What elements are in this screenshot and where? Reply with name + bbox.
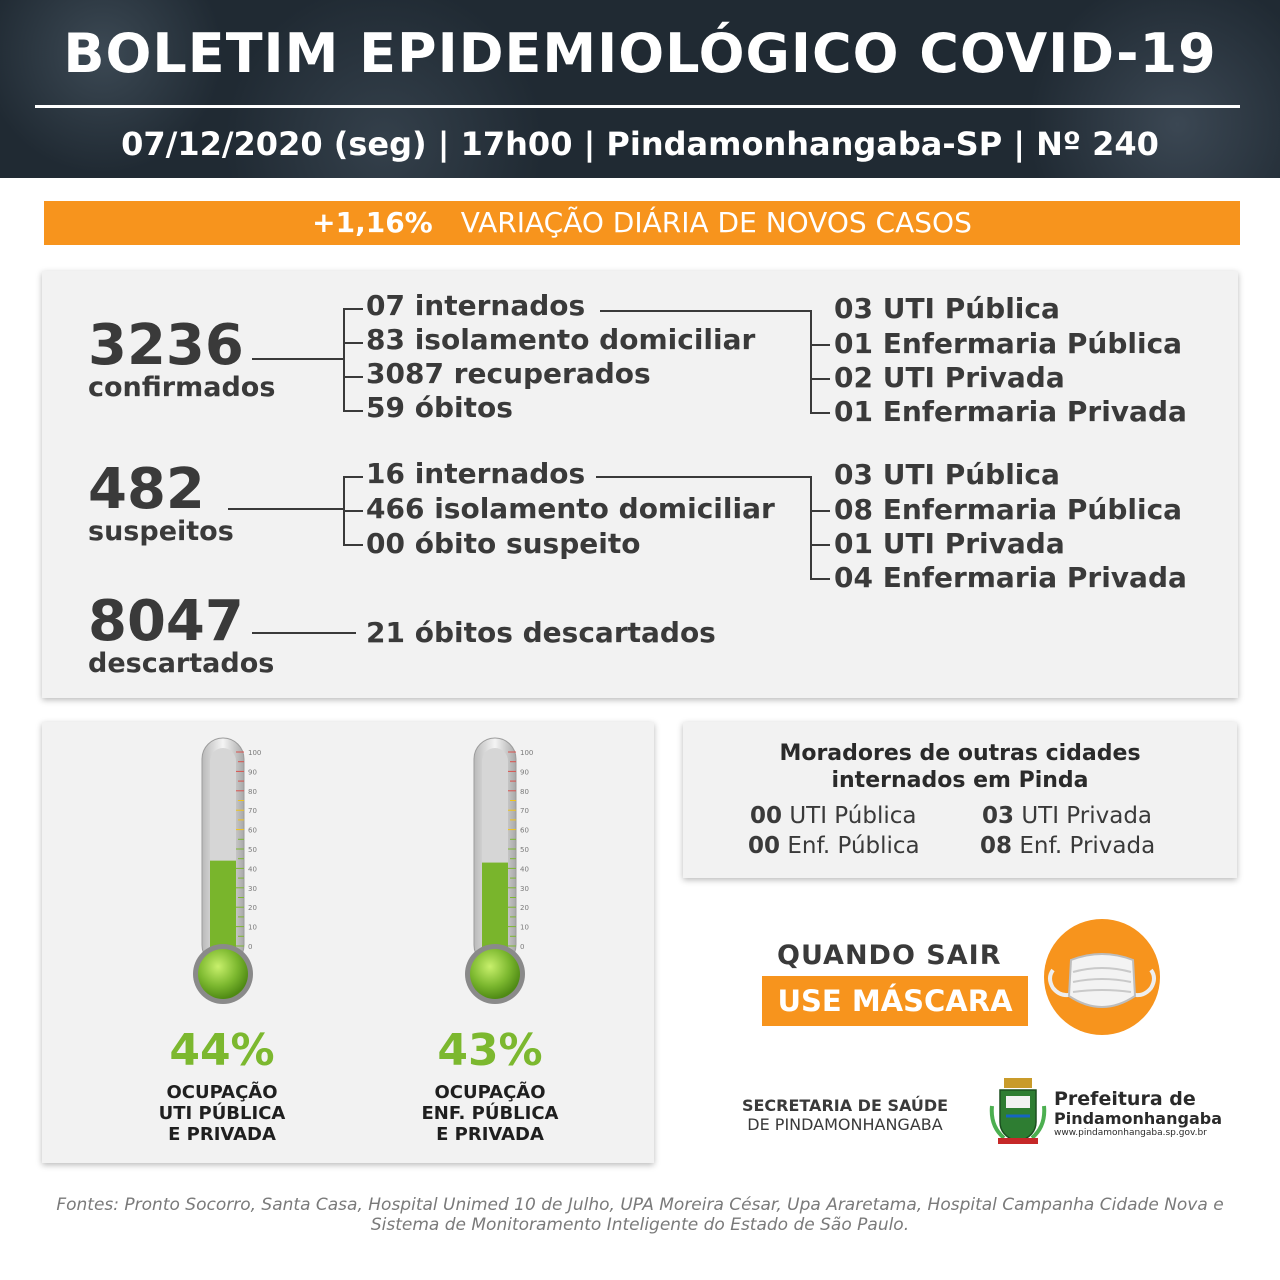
residents-count: 00 [748,833,781,859]
suspect-breakdown-item: 01 UTI Privada [834,527,1065,560]
sources-note: Fontes: Pronto Socorro, Santa Casa, Hospital Unimed 10 de Julho, UPA Moreira César, Upa Araretama, Hospital Campanha Cidade Nova e Sistema de Monitoramento Inteligente do Estado de São Paulo. [56,1195,1224,1235]
occupancy-label-line: ENF. PÚBLICA [421,1103,559,1124]
scale-label: 70 [248,807,257,816]
scale-label: 50 [248,846,257,854]
use-mask-badge: USE MÁSCARA [762,976,1028,1026]
suspect-item: 00 óbito suspeito [366,527,641,560]
residents-label: Enf. Privada [1019,833,1156,859]
confirmed-label: confirmados [88,372,276,403]
scale-label: 20 [248,904,257,913]
bracket-tick [343,410,363,412]
bracket-tick [343,544,363,546]
residents-item [982,803,1152,829]
enf-thermometer [452,734,572,1014]
confirmed-item: 59 óbitos [366,391,513,424]
scale-label: 40 [248,865,257,874]
bracket-joint [336,358,343,360]
scale-label: 0 [248,943,253,951]
bracket-tick [343,308,363,310]
residents-label: Enf. Pública [787,833,920,859]
bracket-tick [343,476,363,478]
prefeitura-name [1054,1089,1222,1129]
daily-variation-label: VARIAÇÃO DIÁRIA DE NOVOS CASOS [460,206,972,239]
confirmed-item: 83 isolamento domiciliar [366,323,756,356]
residents-item [748,833,920,859]
residents-count: 03 [982,803,1015,829]
bracket-tick [810,544,830,546]
bracket-tick [343,510,363,512]
discarded-item: 21 óbitos descartados [366,616,716,649]
scale-label: 90 [248,768,257,777]
residents-title-line: Moradores de outras cidades [779,741,1141,766]
connector-line [228,508,336,510]
bracket-tick [810,412,830,414]
prefeitura-line: Prefeitura de [1054,1088,1196,1110]
suspect-breakdown-item: 03 UTI Pública [834,458,1060,491]
bracket-tick [343,342,363,344]
face-mask-icon [1043,918,1161,1036]
secretariat-line: SECRETARIA DE SAÚDE [741,1096,949,1115]
residents-label: UTI Pública [789,803,917,829]
residents-title-line: internados em Pinda [831,768,1089,793]
when-leaving-text: QUANDO SAIR [777,940,1002,971]
suspect-breakdown-item: 08 Enfermaria Pública [834,493,1183,526]
residents-item [750,803,916,829]
bracket-line [810,476,812,580]
confirmed-breakdown-item: 01 Enfermaria Privada [834,395,1187,428]
suspect-item: 16 internados [366,457,586,490]
page-subtitle: 07/12/2020 (seg) | 17h00 | Pindamonhangaba-SP | Nº 240 [121,125,1159,163]
connector-line [252,632,356,634]
enf-occupancy-percent: 43% [437,1025,543,1076]
prefeitura-line: Pindamonhangaba [1054,1109,1222,1128]
scale-label: 90 [520,768,529,777]
prefeitura-website: www.pindamonhangaba.sp.gov.br [1054,1128,1207,1138]
scale-label: 100 [248,749,262,757]
bracket-tick [810,578,830,580]
bracket-tick [343,376,363,378]
confirmed-breakdown-item: 03 UTI Pública [834,292,1060,325]
scale-label: 10 [520,923,529,932]
bracket-joint [336,508,343,510]
confirmed-breakdown-item: 02 UTI Privada [834,361,1065,394]
residents-count: 08 [980,833,1013,859]
daily-variation-value: +1,16% [312,206,433,239]
occupancy-label-line: E PRIVADA [436,1124,544,1145]
scale-label: 80 [248,787,257,796]
suspect-number: 482 [88,457,205,522]
residents-label: UTI Privada [1021,803,1153,829]
occupancy-label-line: OCUPAÇÃO [434,1082,546,1103]
bracket-line [343,308,345,412]
uti-thermometer [180,734,300,1014]
city-coat-of-arms-icon [988,1076,1048,1148]
uti-occupancy-percent: 44% [169,1025,275,1076]
scale-label: 100 [520,749,534,757]
page-title: BOLETIM EPIDEMIOLÓGICO COVID-19 [63,22,1217,85]
bracket-tick [810,510,830,512]
scale-label: 30 [520,884,529,893]
scale-label: 60 [248,826,257,835]
discarded-label: descartados [88,648,275,679]
residents-count: 00 [750,803,783,829]
confirmed-breakdown-item: 01 Enfermaria Pública [834,327,1183,360]
residents-item [980,833,1155,859]
scale-label: 70 [520,807,529,816]
enf-occupancy-label [370,1082,610,1145]
suspect-breakdown-item: 04 Enfermaria Privada [834,561,1187,594]
connector-line [600,310,810,312]
occupancy-label-line: OCUPAÇÃO [166,1082,278,1103]
confirmed-number: 3236 [88,313,244,378]
bracket-tick [810,344,830,346]
discarded-number: 8047 [88,589,244,654]
scale-label: 20 [520,904,529,913]
confirmed-item: 3087 recuperados [366,357,651,390]
occupancy-label-line: E PRIVADA [168,1124,276,1145]
connector-line [596,476,810,478]
secretariat-line: DE PINDAMONHANGABA [747,1115,943,1134]
scale-label: 50 [520,846,529,854]
occupancy-label-line: UTI PÚBLICA [158,1103,286,1124]
connector-line [252,358,336,360]
scale-label: 60 [520,826,529,835]
scale-label: 80 [520,787,529,796]
uti-occupancy-label [102,1082,342,1145]
scale-label: 30 [248,884,257,893]
confirmed-item: 07 internados [366,289,586,322]
header-divider [35,105,1240,108]
scale-label: 10 [248,923,257,932]
health-secretariat [725,1096,965,1134]
bracket-line [810,310,812,414]
suspect-label: suspeitos [88,516,234,547]
scale-label: 0 [520,943,525,951]
daily-variation-banner [44,201,1240,245]
residents-title [683,740,1237,794]
bracket-tick [810,378,830,380]
scale-label: 40 [520,865,529,874]
suspect-item: 466 isolamento domiciliar [366,492,775,525]
